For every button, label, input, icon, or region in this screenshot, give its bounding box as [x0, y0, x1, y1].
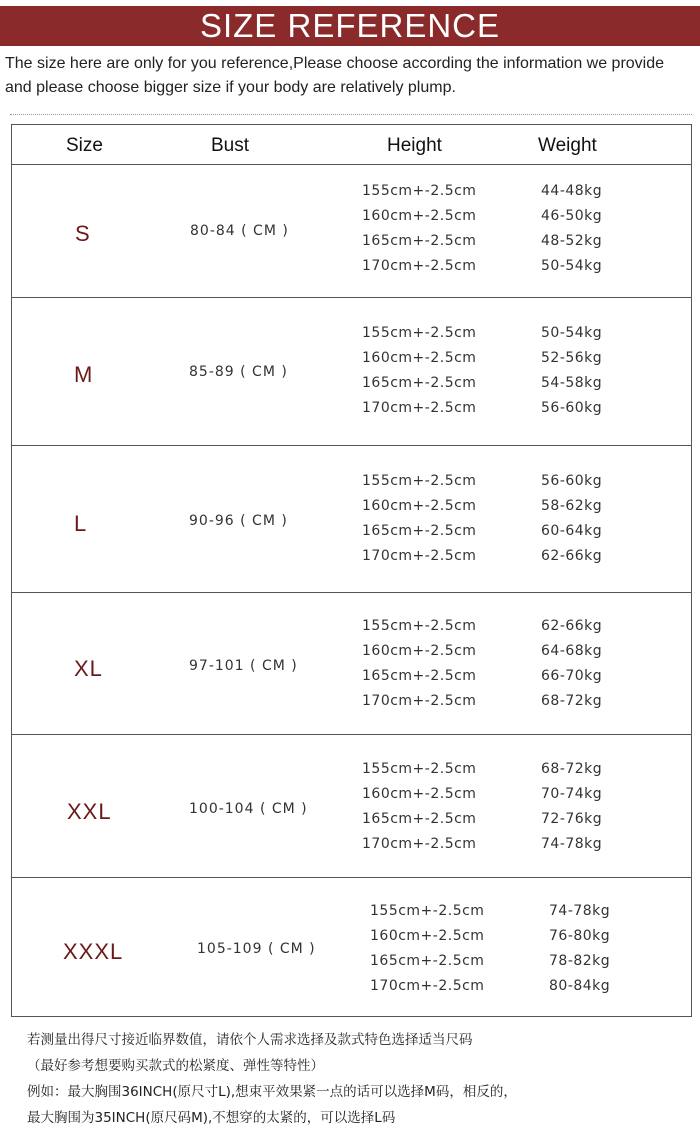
weight-value: 74-78kg	[549, 903, 611, 919]
height-value: 155cm+-2.5cm	[370, 903, 485, 919]
table-row	[12, 735, 691, 878]
header-weight: Weight	[538, 135, 597, 156]
height-value: 160cm+-2.5cm	[362, 208, 477, 224]
table-header	[12, 125, 691, 165]
weight-list	[541, 757, 602, 857]
height-value: 160cm+-2.5cm	[362, 786, 477, 802]
weight-value: 50-54kg	[541, 325, 603, 341]
bust-value: 85-89 ( CM )	[189, 364, 288, 380]
height-list	[362, 614, 476, 714]
footer-line: （最好参考想要购买款式的松紧度、弹性等特性）	[27, 1058, 324, 1074]
footer-line: 若测量出得尺寸接近临界数值，请依个人需求选择及款式特色选择适当尺码	[27, 1032, 473, 1048]
table-row	[12, 165, 691, 298]
size-label: L	[74, 511, 88, 536]
footer-line: 最大胸围为35INCH(原尺码M),不想穿的太紧的，可以选择L码	[27, 1110, 396, 1126]
weight-value: 52-56kg	[541, 350, 603, 366]
weight-value: 56-60kg	[541, 400, 603, 416]
weight-value: 66-70kg	[541, 668, 603, 684]
weight-list	[541, 614, 602, 714]
height-value: 170cm+-2.5cm	[362, 548, 477, 564]
height-list	[362, 469, 476, 569]
weight-value: 70-74kg	[541, 786, 603, 802]
weight-value: 60-64kg	[541, 523, 603, 539]
height-value: 155cm+-2.5cm	[362, 761, 477, 777]
bust-value: 90-96 ( CM )	[189, 513, 288, 529]
intro-line: The size here are only for you reference,Please choose according the information we provide	[5, 55, 665, 72]
weight-value: 62-66kg	[541, 618, 603, 634]
height-value: 165cm+-2.5cm	[362, 375, 477, 391]
table-row	[12, 298, 691, 446]
weight-value: 76-80kg	[549, 928, 611, 944]
height-value: 170cm+-2.5cm	[362, 400, 477, 416]
height-value: 155cm+-2.5cm	[362, 473, 477, 489]
weight-value: 62-66kg	[541, 548, 603, 564]
weight-value: 78-82kg	[549, 953, 611, 969]
footer-line: 例如：最大胸围36INCH(原尺寸L),想束平效果紧一点的话可以选择M码，相反的，	[27, 1084, 517, 1100]
table-row	[12, 878, 691, 1016]
height-value: 160cm+-2.5cm	[362, 498, 477, 514]
dotted-divider	[10, 114, 692, 115]
weight-value: 54-58kg	[541, 375, 603, 391]
bust-value: 105-109 ( CM )	[197, 941, 316, 957]
weight-value: 50-54kg	[541, 258, 603, 274]
header-height: Height	[387, 135, 442, 156]
size-label: S	[75, 221, 91, 246]
height-value: 155cm+-2.5cm	[362, 325, 477, 341]
size-label: XXL	[67, 799, 112, 824]
weight-list	[541, 469, 602, 569]
height-value: 155cm+-2.5cm	[362, 618, 477, 634]
height-list	[362, 757, 476, 857]
height-value: 170cm+-2.5cm	[362, 258, 477, 274]
weight-value: 48-52kg	[541, 233, 603, 249]
weight-value: 68-72kg	[541, 761, 603, 777]
size-label: XL	[74, 656, 103, 681]
height-value: 165cm+-2.5cm	[362, 233, 477, 249]
weight-list	[549, 899, 610, 999]
height-value: 165cm+-2.5cm	[362, 811, 477, 827]
bust-value: 100-104 ( CM )	[189, 801, 308, 817]
height-value: 170cm+-2.5cm	[362, 836, 477, 852]
size-label: M	[74, 362, 94, 387]
weight-list	[541, 321, 602, 421]
table-row	[12, 593, 691, 735]
table-row	[12, 446, 691, 593]
page-title: SIZE REFERENCE	[199, 7, 501, 44]
size-table	[11, 124, 692, 1017]
title-banner	[0, 6, 700, 46]
weight-value: 46-50kg	[541, 208, 603, 224]
intro-text	[5, 52, 700, 100]
weight-value: 64-68kg	[541, 643, 603, 659]
header-size: Size	[66, 135, 103, 156]
weight-value: 56-60kg	[541, 473, 603, 489]
weight-value: 74-78kg	[541, 836, 603, 852]
weight-value: 80-84kg	[549, 978, 611, 994]
height-list	[362, 179, 476, 279]
weight-value: 72-76kg	[541, 811, 603, 827]
height-list	[362, 321, 476, 421]
height-value: 170cm+-2.5cm	[370, 978, 485, 994]
height-value: 160cm+-2.5cm	[362, 643, 477, 659]
height-value: 165cm+-2.5cm	[370, 953, 485, 969]
height-value: 165cm+-2.5cm	[362, 523, 477, 539]
bust-value: 80-84 ( CM )	[190, 223, 289, 239]
weight-list	[541, 179, 602, 279]
height-value: 160cm+-2.5cm	[362, 350, 477, 366]
weight-value: 58-62kg	[541, 498, 603, 514]
footer-notes	[27, 1027, 687, 1131]
header-bust: Bust	[211, 135, 250, 156]
intro-line: and please choose bigger size if your body are relatively plump.	[5, 79, 456, 96]
height-list	[370, 899, 484, 999]
weight-value: 68-72kg	[541, 693, 603, 709]
height-value: 155cm+-2.5cm	[362, 183, 477, 199]
height-value: 160cm+-2.5cm	[370, 928, 485, 944]
weight-value: 44-48kg	[541, 183, 603, 199]
height-value: 165cm+-2.5cm	[362, 668, 477, 684]
height-value: 170cm+-2.5cm	[362, 693, 477, 709]
bust-value: 97-101 ( CM )	[189, 658, 298, 674]
size-label: XXXL	[63, 939, 124, 964]
